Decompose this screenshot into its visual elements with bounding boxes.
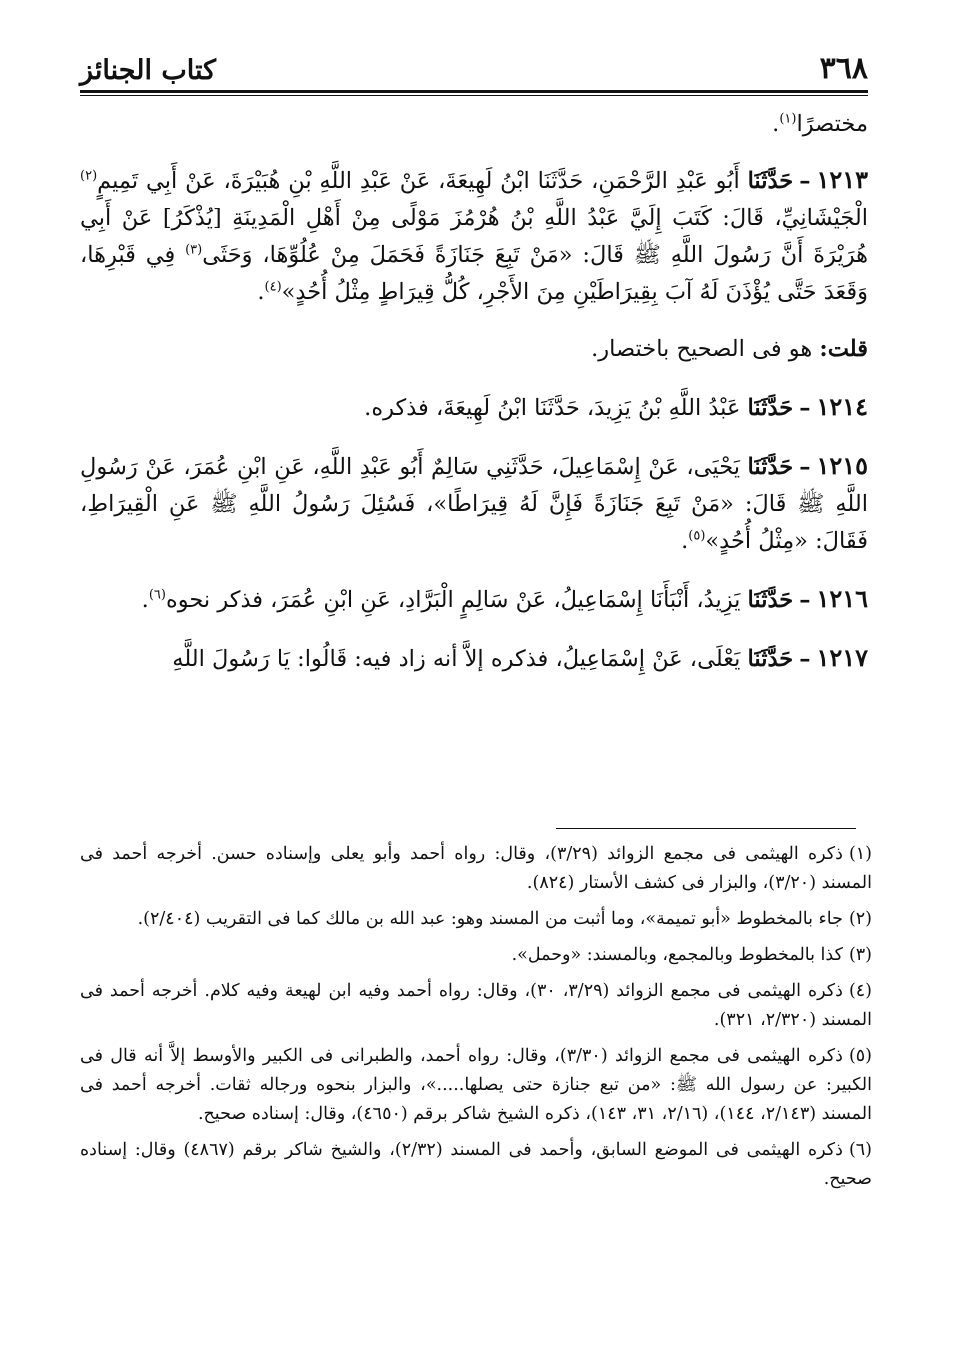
qult-text: هو فى الصحيح باختصار. bbox=[591, 336, 813, 362]
chapter-title: كتاب الجنائز bbox=[80, 55, 216, 86]
hadith-opener: حَدَّثَنَا bbox=[747, 587, 794, 613]
footnote-ref-2: (٢) bbox=[80, 168, 98, 184]
hadith-opener: حَدَّثَنَا bbox=[747, 168, 794, 194]
hadith-opener: حَدَّثَنَا bbox=[747, 454, 794, 480]
hadith-end: . bbox=[681, 528, 689, 554]
footnote-3 bbox=[80, 941, 872, 970]
footnote-ref-3: (٣) bbox=[185, 242, 203, 258]
hadith-1216: ١٢١٦–حَدَّثَنَا يَزِيدُ، أَنْبَأَنَا إِسْمَاعِيلُ، عَنْ سَالِمٍ الْبَرَّادِ، عَنِ ابْنِ عُمَرَ، فذكر نحوه$^{(٦)}$. bbox=[141, 584, 868, 613]
footnote-text: ذكره الهيثمى فى مجمع الزوائد (٣/٣٠)، وقال: رواه أحمد، والطبرانى فى الكبير والأوسط إلاَّ أنه قال فى الكبير: عن رسول الله ﷺ: «من تبع جنازة حتى يصلها.....»، والبزار بنحوه ورجاله ثقات. أخرجه أحمد فى المسند (٢/١٤٣، ١٤٤)، (٢/١٦، ٣١، ١٤٣)، ذكره الشيخ شاكر برقم (٤٦٥٠)، وقال: إسناده صحيح. bbox=[80, 1046, 872, 1124]
hadith-text-part3: فِي قَبْرِهَا، وَقَعَدَ حَتَّى يُؤْذَنَ لَهُ آبَ بِقِيرَاطَيْنِ مِنَ الأَجْرِ، كُلُّ قِيرَاطٍ مِثْلُ أُحُدٍ» bbox=[80, 242, 868, 305]
footnote-ref-1: (١) bbox=[779, 111, 797, 127]
footnote-mark: (٥) bbox=[848, 1046, 872, 1066]
page-header bbox=[80, 38, 868, 86]
footnote-text: جاء بالمخطوط «أبو تميمة»، وما أثبت من المسند وهو: عبد الله بن مالك كما فى التقريب (٢/٤٠٤). bbox=[137, 909, 843, 929]
continuation-text: مختصرًا bbox=[796, 111, 868, 137]
hadith-number: ١٢١٧ bbox=[816, 643, 868, 672]
footnote-4 bbox=[80, 977, 872, 1035]
footnote-mark: (٣) bbox=[848, 945, 872, 965]
qult-label: قلت: bbox=[819, 336, 868, 362]
header-rule-thick bbox=[80, 90, 868, 93]
footnote-ref-4: (٤) bbox=[264, 279, 282, 295]
footnote-1 bbox=[80, 840, 872, 898]
hadith-opener: حَدَّثَنَا bbox=[747, 646, 794, 672]
footnote-mark: (٦) bbox=[848, 1140, 872, 1160]
hadith-text: يَحْيَى، عَنْ إِسْمَاعِيلَ، حَدَّثَنِي سَالِمٌ أَبُو عَبْدِ اللَّهِ، عَنِ ابْنِ عُمَرَ، عَنْ رَسُولِ اللَّهِ ﷺ قَالَ: «مَنْ تَبِعَ جَنَازَةً فَإِنَّ لَهُ قِيرَاطًا»، فَسُئِلَ رَسُولُ اللَّهِ ﷺ عَنِ الْقِيرَاطِ، فَقَالَ: «مِثْلُ أُحُدٍ» bbox=[80, 454, 868, 554]
hadith-text: يَعْلَى، عَنْ إِسْمَاعِيلُ، فذكره إلاَّ أنه زاد فيه: قَالُوا: يَا رَسُولَ اللَّهِ bbox=[172, 646, 741, 672]
footnote-5 bbox=[80, 1042, 872, 1129]
hadith-number: ١٢١٤ bbox=[816, 392, 868, 421]
continuation-line: مختصرًا$^{(١)}$. bbox=[772, 111, 868, 137]
footnote-mark: (٤) bbox=[848, 981, 872, 1001]
hadith-text: يَزِيدُ، أَنْبَأَنَا إِسْمَاعِيلُ، عَنْ سَالِمٍ الْبَرَّادِ، عَنِ ابْنِ عُمَرَ، فذكر نحوه bbox=[165, 587, 741, 613]
footnote-ref-6: (٦) bbox=[148, 587, 166, 603]
hadith-end: . bbox=[257, 279, 265, 305]
footnote-ref-5: (٥) bbox=[688, 528, 706, 544]
main-text bbox=[80, 106, 868, 698]
hadith-text-part1: أَبُو عَبْدِ الرَّحْمَنِ، حَدَّثَنَا ابْنُ لَهِيعَةَ، عَنْ عَبْدِ اللَّهِ بْنِ هُبَيْرَةَ، عَنْ أَبِي تَمِيمٍ bbox=[97, 168, 740, 194]
footnote-mark: (٢) bbox=[848, 909, 872, 929]
hadith-number: ١٢١٥ bbox=[816, 451, 868, 480]
footnote-text: ذكره الهيثمى فى مجمع الزوائد (٣/٢٩، ٣٠)، وقال: رواه أحمد وفيه ابن لهيعة وفيه كلام. أخرجه أحمد فى المسند (٢/٣٢٠، ٣٢١). bbox=[80, 981, 872, 1030]
footnote-mark: (١) bbox=[848, 844, 872, 864]
hadith-end: . bbox=[141, 587, 149, 613]
hadith-opener: حَدَّثَنَا bbox=[747, 395, 794, 421]
footnote-6 bbox=[80, 1136, 872, 1194]
header-rule-thin bbox=[80, 95, 868, 96]
hadith-1215: ١٢١٥–حَدَّثَنَا يَحْيَى، عَنْ إِسْمَاعِيلَ، حَدَّثَنِي سَالِمٌ أَبُو عَبْدِ اللَّهِ، عَنِ ابْنِ عُمَرَ، عَنْ رَسُولِ اللَّهِ ﷺ قَالَ: «مَنْ تَبِعَ جَنَازَةً فَإِنَّ لَهُ قِيرَاطًا»، فَسُئِلَ رَسُولُ اللَّهِ ﷺ عَنِ الْقِيرَاطِ، فَقَالَ: «مِثْلُ أُحُدٍ»$^{(٥)}$. bbox=[80, 451, 868, 554]
hadith-number: ١٢١٣ bbox=[816, 165, 869, 194]
footnote-2 bbox=[80, 905, 872, 934]
hadith-text-part2: الْجَيْشَانِيِّ، قَالَ: كَتَبَ إِلَيَّ عَبْدُ اللَّهِ بْنُ هُرْمُزَ مَوْلًى مِنْ أَهْلِ الْمَدِينَةِ [يُذْكَرُ] عَنْ أَبِي هُرَيْرَةَ أَنَّ رَسُولَ اللَّهِ ﷺ قَالَ: «مَنْ تَبِعَ جَنَازَةً فَحَمَلَ مِنْ عُلُوِّهَا، وَحَثَى bbox=[80, 205, 868, 268]
footnote-text: ذكره الهيثمى فى الموضع السابق، وأحمد فى المسند (٢/٣٢)، والشيخ شاكر برقم (٤٨٦٧) وقال: إسناده صحيح. bbox=[80, 1140, 872, 1189]
page-number: ٣٦٨ bbox=[819, 51, 868, 86]
hadith-1214: ١٢١٤–حَدَّثَنَا عَبْدُ اللَّهِ بْنُ يَزِيدَ، حَدَّثَنَا ابْنُ لَهِيعَةَ، فذكره. bbox=[364, 392, 868, 421]
hadith-number: ١٢١٦ bbox=[816, 584, 868, 613]
qult-note bbox=[80, 331, 868, 368]
footnote-text: كذا بالمخطوط وبالمجمع، وبالمسند: «وحمل». bbox=[511, 945, 843, 965]
footnotes bbox=[80, 840, 872, 1201]
footnote-text: ذكره الهيثمى فى مجمع الزوائد (٣/٢٩)، وقال: رواه أحمد وأبو يعلى وإسناده حسن. أخرجه أحمد فى المسند (٣/٢٠)، والبزار فى كشف الأستار (٨٢٤). bbox=[80, 844, 872, 893]
hadith-text: عَبْدُ اللَّهِ بْنُ يَزِيدَ، حَدَّثَنَا ابْنُ لَهِيعَةَ، فذكره. bbox=[364, 395, 741, 421]
footnote-separator bbox=[556, 828, 856, 829]
hadith-1217: ١٢١٧–حَدَّثَنَا يَعْلَى، عَنْ إِسْمَاعِيلُ، فذكره إلاَّ أنه زاد فيه: قَالُوا: يَا رَسُولَ اللَّهِ bbox=[172, 643, 868, 672]
hadith-1213: ١٢١٣–حَدَّثَنَا أَبُو عَبْدِ الرَّحْمَنِ، حَدَّثَنَا ابْنُ لَهِيعَةَ، عَنْ عَبْدِ اللَّهِ بْنِ هُبَيْرَةَ، عَنْ أَبِي تَمِيمٍ$^{(٢)}$ الْجَيْشَانِيِّ، قَالَ: كَتَبَ إِلَيَّ عَبْدُ اللَّهِ بْنُ هُرْمُزَ مَوْلًى مِنْ أَهْلِ الْمَدِينَةِ [يُذْكَرُ] عَنْ أَبِي هُرَيْرَةَ أَنَّ رَسُولَ اللَّهِ ﷺ قَالَ: «مَنْ تَبِعَ جَنَازَةً فَحَمَلَ مِنْ عُلُوِّهَا، وَحَثَى$^{(٣)}$ فِي قَبْرِهَا، وَقَعَدَ حَتَّى يُؤْذَنَ لَهُ آبَ بِقِيرَاطَيْنِ مِنَ الأَجْرِ، كُلُّ قِيرَاطٍ مِثْلُ أُحُدٍ»$^{(٤)}$. bbox=[80, 165, 869, 305]
